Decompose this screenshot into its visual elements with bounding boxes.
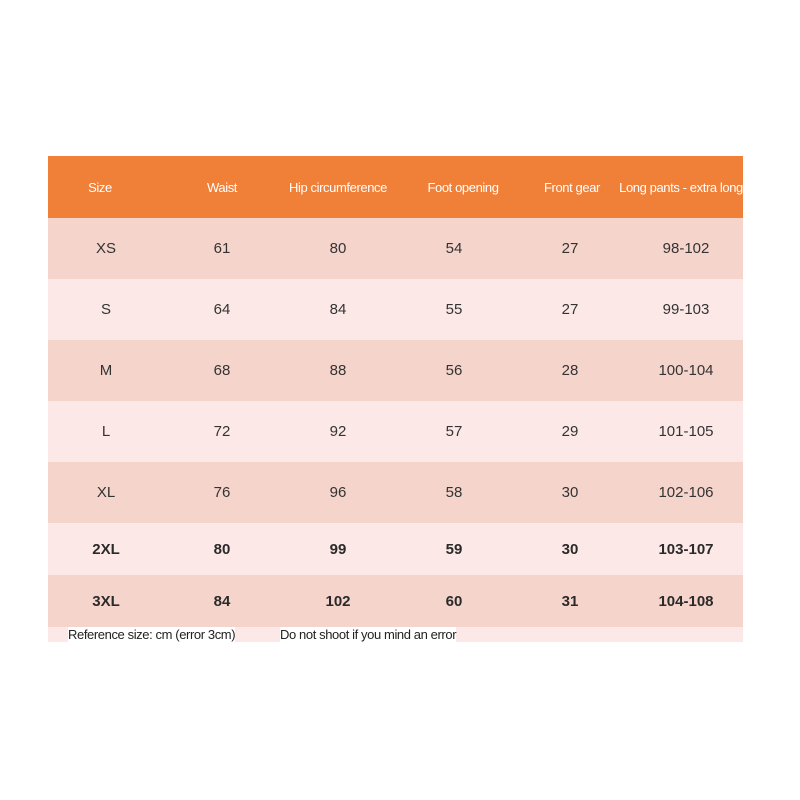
table-row: [48, 523, 743, 575]
size-cell: S: [100, 301, 111, 318]
waist-cell: 68: [213, 362, 231, 379]
front-gear-cell: 27: [561, 240, 579, 257]
error-warning-note: Do not shoot if you mind an error: [280, 627, 457, 642]
size-cell: L: [101, 423, 111, 440]
hip-cell: 92: [329, 423, 347, 440]
foot-opening-cell: 55: [445, 301, 463, 318]
hip-cell: 80: [329, 240, 347, 257]
length-cell: 100-104: [658, 362, 714, 379]
waist-cell: 76: [213, 484, 231, 501]
hip-cell: 88: [329, 362, 347, 379]
header-foot-opening: Foot opening: [427, 179, 499, 195]
front-gear-cell: 28: [561, 362, 579, 379]
length-cell: 99-103: [662, 301, 710, 318]
hip-cell: 96: [329, 484, 347, 501]
waist-cell: 72: [213, 423, 231, 440]
length-cell: 102-106: [658, 484, 714, 501]
header-long-pants: Long pants - extra long: [619, 179, 743, 195]
length-cell: 103-107: [658, 540, 714, 558]
waist-cell: 80: [213, 540, 231, 558]
front-gear-cell: 29: [561, 423, 579, 440]
size-cell: M: [99, 362, 113, 379]
table-header-row: [48, 156, 743, 218]
size-chart-table: [48, 156, 743, 642]
foot-opening-cell: 56: [445, 362, 463, 379]
table-row: [48, 401, 743, 462]
front-gear-cell: 30: [561, 484, 579, 501]
length-cell: 101-105: [658, 423, 714, 440]
reference-size-note: Reference size: cm (error 3cm): [68, 627, 236, 642]
header-front-gear: Front gear: [544, 179, 600, 195]
waist-cell: 61: [213, 240, 231, 257]
table-row: [48, 575, 743, 627]
header-hip-circumference: Hip circumference: [289, 179, 387, 195]
table-row: [48, 462, 743, 523]
foot-opening-cell: 60: [445, 592, 463, 610]
hip-cell: 99: [329, 540, 347, 558]
header-size: Size: [88, 180, 112, 195]
foot-opening-cell: 59: [445, 540, 463, 558]
foot-opening-cell: 57: [445, 423, 463, 440]
length-cell: 98-102: [662, 240, 710, 257]
front-gear-cell: 30: [561, 540, 579, 558]
size-cell: XS: [95, 240, 116, 257]
hip-cell: 84: [329, 301, 347, 318]
foot-opening-cell: 54: [445, 240, 463, 257]
waist-cell: 64: [213, 301, 231, 318]
foot-opening-cell: 58: [445, 484, 463, 501]
front-gear-cell: 31: [561, 592, 579, 610]
size-cell: XL: [96, 484, 116, 501]
hip-cell: 102: [325, 592, 351, 610]
table-row: [48, 279, 743, 340]
table-footer: [48, 627, 743, 642]
length-cell: 104-108: [658, 592, 714, 610]
waist-cell: 84: [213, 592, 231, 610]
table-row: [48, 218, 743, 279]
size-cell: 2XL: [92, 540, 120, 558]
size-cell: 3XL: [92, 592, 120, 610]
header-waist: Waist: [206, 179, 238, 195]
front-gear-cell: 27: [561, 301, 579, 318]
table-row: [48, 340, 743, 401]
